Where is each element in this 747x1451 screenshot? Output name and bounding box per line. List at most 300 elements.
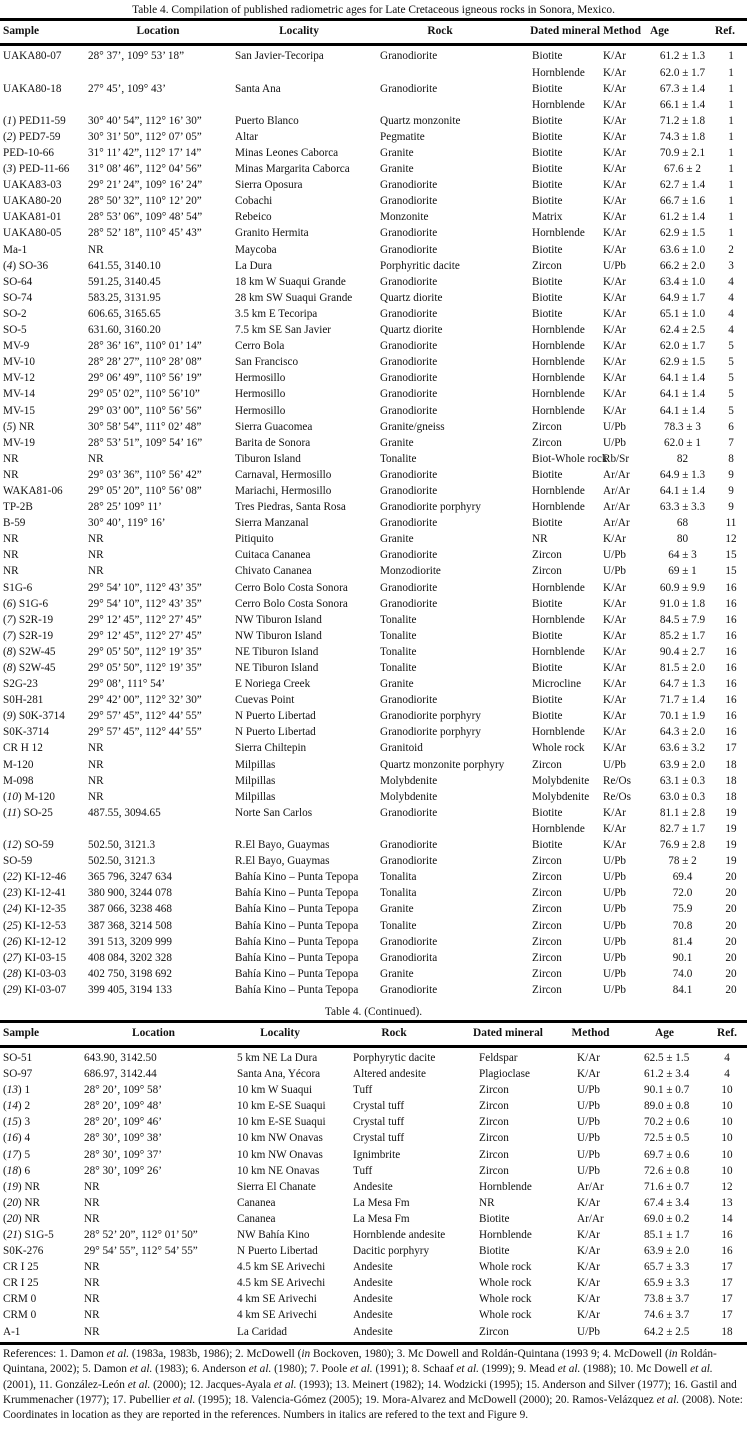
ref-cell: 17 [721, 1309, 733, 1322]
locality-cell: R.El Bayo, Guaymas [235, 855, 330, 868]
sample-id: 2 [24, 1100, 31, 1113]
ref-cell: 16 [725, 597, 737, 610]
method-cell: K/Ar [577, 1196, 600, 1209]
figure-reference-number: 21 [6, 1229, 18, 1241]
sample-cell: (5) NR [3, 420, 35, 433]
rock-cell: Granodiorite [380, 50, 438, 63]
rock-cell: Granodiorite porphyry [380, 501, 481, 514]
rock-cell: Granodiorite [380, 855, 438, 868]
sample-id: A-1 [3, 1325, 21, 1338]
locality-cell: Cerro Bola [235, 340, 285, 353]
sample-id: 1 [24, 1084, 31, 1097]
figure-reference-number: 8 [6, 645, 13, 658]
sample-cell [0, 45, 82, 66]
table-row [0, 226, 747, 242]
sample-id: KI-12-53 [24, 919, 67, 932]
age-cell: 69.7 ± 0.6 [644, 1148, 690, 1161]
locality-cell: 5 km NE La Dura [237, 1051, 318, 1064]
location-cell: 380 900, 3244 078 [88, 887, 172, 900]
locality-cell: La Caridad [237, 1325, 288, 1338]
ref-cell: 17 [721, 1277, 733, 1290]
locality-cell: 4 km SE Arivechi [237, 1309, 317, 1322]
ref-cell: 4 [728, 291, 734, 304]
rock-cell: Granodiorite [380, 372, 438, 385]
table-row [0, 628, 747, 644]
sample-id: NR [3, 452, 19, 465]
sample-cell [0, 773, 82, 789]
rock-cell: Crystal tuff [353, 1100, 405, 1113]
rock-cell: Granodiorite [380, 227, 438, 240]
location-cell: NR [84, 1325, 100, 1338]
locality-cell: Sierra Oposura [235, 179, 303, 192]
sample-cell [0, 580, 82, 596]
sample-cell: (4) SO-36 [3, 259, 49, 272]
age-cell: 90.1 ± 0.7 [644, 1084, 690, 1097]
sample-id: UAKA81-01 [3, 211, 62, 224]
sample-id: NR [18, 420, 35, 433]
sample-cell: (9) S0K-3714 [3, 710, 65, 723]
sample-cell [0, 290, 82, 306]
rock-cell: Dacitic porphyry [353, 1245, 430, 1258]
dated-mineral-cell: Hornblende [532, 822, 585, 835]
rock-cell: Granodiorite [380, 549, 438, 562]
table-row [0, 1179, 747, 1195]
sample-id: NR [3, 565, 19, 578]
rock-cell: Granodiorita [380, 951, 438, 964]
sample-id: M-098 [3, 774, 34, 787]
dated-mineral-cell: Biotite [532, 82, 563, 95]
reference-text: References: 1. Damon [3, 1348, 107, 1361]
method-cell: K/Ar [603, 324, 626, 337]
method-cell: K/Ar [603, 742, 626, 755]
age-cell: 81.5 ± 2.0 [659, 662, 706, 674]
age-cell: 64.9 ± 1.7 [659, 291, 706, 304]
ref-cell: 5 [728, 404, 734, 417]
locality-cell: Sierra Manzanal [235, 517, 309, 530]
locality-cell: N Puerto Libertad [237, 1245, 318, 1258]
locality-cell: Bahía Kino – Punta Tepopa [235, 903, 359, 916]
ref-cell: 4 [724, 1051, 730, 1064]
locality-cell: Cananea [237, 1196, 276, 1209]
rock-cell: Quartz monzonite porphyry [380, 758, 505, 771]
locality-cell: Bahía Kino – Punta Tepopa [235, 983, 359, 996]
location-cell: 29° 57’ 45”, 112° 44’ 55” [88, 726, 202, 739]
locality-cell: La Dura [235, 259, 272, 272]
location-cell: NR [84, 1293, 100, 1306]
sample-id: SO-59 [24, 839, 54, 852]
age-cell: 61.2 ± 1.4 [659, 211, 706, 224]
sample-id: KI-03-07 [24, 983, 67, 996]
italic-text: et al. [129, 1363, 153, 1376]
location-cell: NR [88, 452, 104, 465]
sample-id: PED-11-66 [18, 163, 70, 176]
dated-mineral-cell: Zircon [532, 903, 562, 916]
col-header-sample: Sample [0, 1021, 78, 1046]
dated-mineral-cell: Biotite [532, 806, 563, 819]
locality-cell: Cananea [237, 1212, 276, 1225]
dated-mineral-cell: Zircon [479, 1084, 509, 1097]
rock-cell: Granodiorite porphyry [380, 726, 481, 739]
location-cell: 29° 21’ 24”, 109° 16’ 24” [88, 179, 203, 192]
method-cell: K/Ar [603, 291, 626, 304]
ref-cell: 12 [725, 533, 737, 546]
age-cell: 70.2 ± 0.6 [644, 1116, 690, 1129]
italic-text: et al. [557, 1363, 581, 1376]
location-cell: 28° 30’, 109° 26’ [84, 1164, 162, 1177]
locality-cell: 10 km NW Onavas [237, 1148, 323, 1161]
table-row [0, 950, 747, 966]
method-cell: U/Pb [603, 871, 627, 884]
locality-cell [234, 822, 364, 838]
table-row [0, 773, 747, 789]
method-cell: Ar/Ar [603, 484, 630, 497]
ref-cell: 1 [728, 227, 734, 240]
sample-id: UAKA80-07 [3, 50, 62, 63]
figure-reference-number: 29 [6, 983, 18, 996]
locality-cell: Bahía Kino – Punta Tepopa [235, 887, 359, 900]
rock-cell: Granodiorite [380, 82, 438, 95]
rock-cell: Granodiorite [380, 517, 438, 530]
dated-mineral-cell: Whole rock [479, 1293, 532, 1306]
locality-cell: Bahía Kino – Punta Tepopa [235, 951, 359, 964]
age-cell: 64.9 ± 1.3 [659, 468, 706, 481]
dated-mineral-cell: Zircon [532, 420, 562, 433]
sample-cell [0, 1067, 78, 1083]
location-cell: NR [84, 1180, 100, 1193]
rock-cell: Quartz monzonite [380, 114, 461, 127]
ref-cell: 18 [725, 790, 737, 803]
method-cell: K/Ar [577, 1309, 600, 1322]
rock-cell: Crystal tuff [353, 1116, 405, 1129]
location-cell: 29° 54’ 55”, 112° 54’ 55” [84, 1245, 198, 1258]
sample-cell [0, 307, 82, 323]
locality-cell: Santa Ana, Yécora [237, 1068, 321, 1081]
dated-mineral-cell: Zircon [532, 436, 562, 449]
ref-cell: 14 [721, 1212, 733, 1225]
age-cell: 67.4 ± 3.4 [644, 1196, 690, 1209]
sample-cell [0, 548, 82, 564]
sample-cell: (27) KI-03-15 [3, 951, 67, 964]
age-cell: 66.1 ± 1.4 [659, 98, 706, 111]
location-cell [82, 97, 234, 113]
ref-cell: 16 [721, 1245, 733, 1258]
rock-cell: Granodiorite [380, 935, 438, 948]
dated-mineral-cell: Hornblende [532, 726, 585, 739]
rock-cell: Andesite [353, 1277, 393, 1290]
method-cell: K/Ar [603, 839, 626, 852]
sample-cell [0, 371, 82, 387]
method-cell: K/Ar [603, 629, 626, 642]
ref-cell: 16 [725, 581, 737, 594]
sample-cell [0, 757, 82, 773]
sample-cell: (10) M-120 [3, 790, 55, 803]
location-cell: 29° 12’ 45”, 112° 27’ 45” [88, 629, 202, 642]
rock-cell: Granodiorite [380, 839, 438, 852]
ref-cell: 1 [728, 147, 734, 159]
sample-id: 6 [24, 1164, 31, 1177]
sample-id: UAKA80-05 [3, 227, 62, 240]
age-cell: 62.9 ± 1.5 [659, 227, 706, 240]
locality-cell: N Puerto Libertad [235, 710, 316, 723]
sample-id: S2W-45 [18, 662, 56, 674]
locality-cell: NE Tiburon Island [235, 645, 319, 658]
location-cell: NR [88, 742, 104, 755]
age-cell: 63.4 ± 1.0 [659, 275, 706, 288]
location-cell: NR [88, 758, 104, 771]
locality-cell: 4.5 km SE Arivechi [237, 1261, 326, 1274]
location-cell [82, 822, 234, 838]
reference-text: (1983a, 1983b, 1986); 2. McDowell ( [129, 1348, 302, 1361]
method-cell: K/Ar [603, 806, 626, 819]
method-cell: K/Ar [603, 82, 626, 95]
age-cell: 72.6 ± 0.8 [644, 1164, 690, 1177]
ref-cell: 13 [721, 1196, 733, 1209]
method-cell: U/Pb [603, 983, 627, 996]
sample-cell [0, 1046, 78, 1067]
age-cell: 67.3 ± 1.4 [659, 82, 706, 95]
locality-cell: Bahía Kino – Punta Tepopa [235, 967, 359, 980]
rock-cell: Granodiorite [380, 983, 438, 996]
sample-cell: (22) KI-12-46 [3, 871, 67, 884]
sample-id: B-59 [3, 517, 26, 530]
location-cell: 29° 03’ 36”, 110° 56’ 42” [88, 468, 202, 481]
sample-id: SO-2 [3, 307, 27, 320]
ref-cell: 20 [725, 887, 737, 900]
sample-id: MV-9 [3, 340, 30, 353]
location-cell: 31° 08’ 46”, 112° 04’ 56” [88, 163, 202, 176]
age-cell: 70.8 [672, 919, 693, 932]
italic-text: et al. [172, 1393, 196, 1406]
locality-cell: San Francisco [235, 356, 299, 369]
location-cell: 606.65, 3165.65 [88, 307, 161, 320]
rock-cell: Ignimbrite [353, 1148, 401, 1161]
location-cell: 387 368, 3214 508 [88, 919, 172, 932]
rock-cell: Granodiorite [380, 356, 438, 369]
method-cell: U/Pb [577, 1116, 601, 1129]
locality-cell: 10 km NW Onavas [237, 1132, 323, 1145]
sample-cell: (14) 2 [3, 1100, 31, 1113]
locality-cell: Hermosillo [235, 388, 286, 401]
age-cell: 61.2 ± 1.3 [659, 50, 706, 63]
figure-reference-number: 15 [6, 1116, 18, 1129]
figure-reference-number: 11 [6, 806, 18, 819]
locality-cell: Santa Ana [235, 82, 281, 95]
sample-id: S2W-45 [18, 645, 56, 658]
figure-reference-number: 9 [6, 710, 13, 723]
ref-cell: 1 [728, 163, 734, 176]
rock-cell [364, 65, 516, 81]
ref-cell: 17 [721, 1261, 733, 1274]
sample-cell [0, 65, 82, 81]
sample-id: CRM 0 [3, 1293, 37, 1306]
col-header-ref: Ref. [715, 20, 747, 45]
ref-cell: 18 [725, 774, 737, 787]
location-cell: 487.55, 3094.65 [88, 806, 161, 819]
age-cell: 66.7 ± 1.6 [659, 195, 706, 208]
age-cell: 69 ± 1 [668, 565, 697, 578]
sample-id: SO-25 [23, 806, 53, 819]
sample-cell: (17) 5 [3, 1148, 31, 1161]
method-cell: Ar/Ar [577, 1212, 604, 1225]
locality-cell: Bahía Kino – Punta Tepopa [235, 871, 359, 884]
dated-mineral-cell: Plagioclase [479, 1068, 530, 1081]
method-cell: U/Pb [603, 951, 627, 964]
ref-cell: 3 [728, 259, 734, 272]
sample-id: PED7-59 [18, 130, 61, 143]
age-cell: 78.3 ± 3 [664, 420, 701, 433]
sample-cell: (19) NR [3, 1180, 40, 1193]
ref-cell: 16 [725, 629, 737, 642]
method-cell: K/Ar [603, 50, 626, 63]
locality-cell [234, 65, 364, 81]
sample-id: Ma-1 [3, 243, 28, 256]
col-header-age: Age [650, 20, 715, 45]
ref-cell: 1 [728, 211, 734, 224]
ref-cell: 20 [725, 983, 737, 996]
dated-mineral-cell: Biotite [532, 694, 563, 707]
figure-reference-number: 14 [6, 1100, 18, 1113]
age-cell: 75.9 [672, 903, 693, 916]
sample-cell [0, 274, 82, 290]
locality-cell: Puerto Blanco [235, 114, 299, 127]
method-cell: U/Pb [603, 565, 627, 578]
locality-cell: Cerro Bolo Costa Sonora [235, 597, 348, 610]
locality-cell: Cuitaca Cananea [235, 549, 311, 562]
table-row [0, 918, 747, 934]
ref-cell: 16 [721, 1229, 733, 1241]
rock-cell: Tonalite [380, 645, 417, 658]
sample-id: CR I 25 [3, 1261, 39, 1274]
sample-id: KI-03-15 [24, 951, 67, 964]
rock-cell: Granodiorite [380, 388, 438, 401]
location-cell: 583.25, 3131.95 [88, 291, 161, 304]
method-cell: K/Ar [603, 645, 626, 658]
location-cell: 591.25, 3140.45 [88, 275, 161, 288]
method-cell: U/Pb [603, 855, 627, 868]
age-cell: 90.4 ± 2.7 [659, 645, 706, 658]
ref-cell: 16 [725, 710, 737, 723]
age-cell: 69.0 ± 0.2 [644, 1212, 690, 1225]
dated-mineral-cell: Zircon [532, 967, 562, 980]
ref-cell: 5 [728, 372, 734, 385]
locality-cell: Barita de Sonora [235, 436, 311, 449]
sample-id: S0H-281 [3, 694, 44, 707]
table-row [0, 162, 747, 178]
col-header-method: Method [603, 20, 650, 45]
ref-cell: 10 [721, 1164, 733, 1177]
table-row [0, 693, 747, 709]
sample-id: SO-5 [3, 324, 27, 337]
location-cell: 402 750, 3198 692 [88, 967, 172, 980]
age-cell: 63.9 ± 2.0 [659, 758, 706, 771]
sample-cell [0, 1276, 78, 1292]
rock-cell: Granite [380, 533, 414, 546]
italic-text: et al. [350, 1363, 373, 1376]
rock-cell: Granite [380, 903, 414, 916]
age-cell: 63.3 ± 3.3 [659, 501, 706, 514]
age-cell: 62.7 ± 1.4 [659, 179, 706, 192]
ref-cell: 17 [721, 1293, 733, 1306]
dated-mineral-cell: Biotite [532, 130, 563, 143]
locality-cell: NE Tiburon Island [235, 662, 319, 674]
table-row [0, 934, 747, 950]
figure-reference-number: 27 [6, 951, 18, 964]
italic-text: et al. [248, 1363, 272, 1376]
location-cell: 28° 52’ 18”, 110° 45’ 43” [88, 227, 202, 240]
table-row [0, 97, 747, 113]
sample-cell: (29) KI-03-07 [3, 983, 67, 996]
sample-id: MV-10 [3, 356, 35, 369]
locality-cell: 10 km E-SE Suaqui [237, 1116, 326, 1129]
table-row [0, 1228, 747, 1244]
age-cell: 72.0 [672, 887, 693, 900]
age-cell: 85.1 ± 1.7 [644, 1229, 690, 1241]
sample-cell [0, 854, 82, 870]
method-cell: U/Pb [603, 436, 627, 449]
ref-cell: 6 [728, 420, 734, 433]
sample-id: NR [24, 1212, 40, 1225]
table-row [0, 1308, 747, 1324]
location-cell: NR [88, 533, 104, 546]
location-cell: 29° 05’ 20”, 110° 56’ 08” [88, 484, 202, 497]
table-row [0, 146, 747, 162]
sample-cell [0, 532, 82, 548]
table-1-body [0, 45, 747, 1001]
col-header-dated-mineral: Dated mineral [516, 20, 603, 45]
table-row [0, 323, 747, 339]
sample-cell [0, 822, 82, 838]
ref-cell: 12 [721, 1180, 733, 1193]
ref-cell: 16 [725, 726, 737, 739]
method-cell: K/Ar [603, 211, 626, 224]
method-cell: K/Ar [603, 678, 626, 691]
ref-cell: 10 [721, 1116, 733, 1129]
rock-cell: Andesite [353, 1325, 393, 1338]
location-cell: 31° 11’ 42”, 112° 17’ 14” [88, 147, 202, 159]
location-cell: 387 066, 3238 468 [88, 903, 172, 916]
dated-mineral-cell: Biotite [532, 629, 563, 642]
method-cell: U/Pb [603, 935, 627, 948]
table-row [0, 274, 747, 290]
sample-cell: (1) PED11-59 [3, 114, 66, 127]
rock-cell: Monzodiorite [380, 565, 441, 578]
sample-id: 4 [24, 1132, 31, 1145]
method-cell: K/Ar [577, 1245, 600, 1258]
sample-id: UAKA80-20 [3, 195, 62, 208]
method-cell: Rb/Sr [603, 452, 630, 465]
locality-cell: Sierra El Chanate [237, 1180, 316, 1193]
table-row [0, 258, 747, 274]
age-cell: 62.0 ± 1.7 [659, 66, 706, 79]
method-cell: K/Ar [603, 227, 626, 240]
table-row [0, 403, 747, 419]
table-row [0, 210, 747, 226]
sample-id: SO-51 [3, 1051, 33, 1064]
age-cell: 63.6 ± 1.0 [659, 243, 706, 256]
sample-cell: (20) NR [3, 1196, 40, 1209]
table-row [0, 1324, 747, 1344]
figure-reference-number: 20 [6, 1212, 18, 1225]
age-cell: 90.1 [672, 951, 693, 964]
table-row [0, 65, 747, 81]
age-cell: 89.0 ± 0.8 [644, 1100, 690, 1113]
sample-cell [0, 1308, 78, 1324]
locality-cell: Milpillas [235, 758, 276, 771]
ref-cell: 5 [728, 340, 734, 353]
table-row [0, 1046, 747, 1067]
dated-mineral-cell: Biotite [532, 275, 563, 288]
method-cell: K/Ar [603, 195, 626, 208]
